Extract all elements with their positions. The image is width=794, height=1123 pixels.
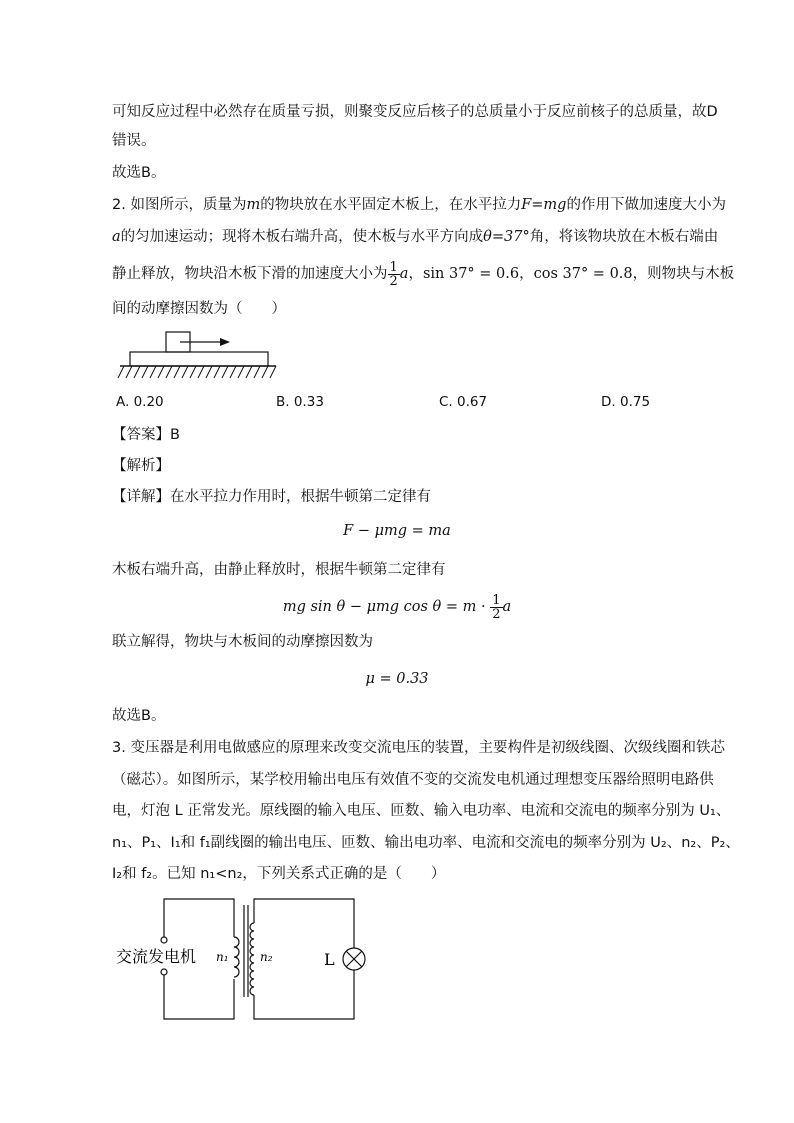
q2-conclusion: 故选B。 xyxy=(112,708,166,724)
sin-value: sin 37° = 0.6 xyxy=(422,266,520,282)
q2-stem-3b: ，则物块与木板 xyxy=(632,266,735,282)
option-d[interactable]: D. 0.75 xyxy=(601,394,651,410)
prev-text-line-2: 错误。 xyxy=(112,133,156,149)
equation-3: μ = 0.33 xyxy=(365,671,429,687)
fraction-half: $\frac{1}{2}$ xyxy=(389,259,398,289)
transformer-circuit-figure xyxy=(112,893,374,1025)
detail-label: 【详解】 xyxy=(112,489,170,505)
equation-2 xyxy=(0,592,794,622)
q2-stem-1a: 如图所示，质量为 xyxy=(130,197,247,213)
equation-2-fraction: $\frac{1}{2}$ xyxy=(492,592,501,622)
q3-line-3: 电，灯泡 L 正常发光。原线圈的输入电压、匝数、输入电功率、电流和交流电的频率分别为 U₁、 xyxy=(112,803,731,819)
q2-number: 2. xyxy=(112,197,126,213)
q2-stem-1b: 的物块放在水平固定木板上，在水平拉力 xyxy=(260,197,522,213)
prev-conclusion: 故选B。 xyxy=(112,165,166,181)
q2-stem-3a: 静止释放，物块沿木板下滑的加速度大小为 xyxy=(112,266,388,282)
answer-label: 【答案】B xyxy=(112,427,180,443)
secondary-wire xyxy=(254,899,354,948)
q2-stem-line-4: 间的动摩擦因数为（ ） xyxy=(112,301,286,317)
analysis-label: 【解析】 xyxy=(112,458,170,474)
option-c[interactable]: C. 0.67 xyxy=(439,394,488,410)
var-a-2: a xyxy=(399,266,409,282)
detail-text-1: 在水平拉力作用时，根据牛顿第二定律有 xyxy=(170,489,431,505)
board xyxy=(130,352,268,366)
detail-line-2: 木板右端升高，由静止释放时，根据牛顿第二定律有 xyxy=(112,562,446,578)
theta-equation: θ=37° xyxy=(483,229,530,245)
equation-2-left: mg sin θ − μmg cos θ = m · xyxy=(282,599,486,615)
q3-line-4: n₁、P₁、I₁和 f₁副线圈的输出电压、匝数、输出电功率、电流和交流电的频率分别为 U₂、n₂、P₂、 xyxy=(112,835,740,851)
q3-line-5: I₂和 f₂。已知 n₁<n₂，下列关系式正确的是（ ） xyxy=(112,866,446,882)
q2-stem-line-2 xyxy=(112,227,718,247)
arrow-head xyxy=(220,338,230,346)
primary-coil xyxy=(234,937,239,977)
detail-line-1 xyxy=(112,487,431,507)
secondary-wire-bottom xyxy=(254,970,354,1019)
q2-stem-line-1 xyxy=(112,195,726,215)
q2-stem-line-3: 静止释放，物块沿木板下滑的加速度大小为 $\frac{1}{2}$ a，sin 37° = 0.6，cos 37° = 0.8，则物块与木板 xyxy=(112,259,735,289)
q3-line-1: 3. 变压器是利用电做感应的原理来改变交流电压的装置，主要构件是初级线圈、次级线圈和铁芯 xyxy=(112,740,725,756)
var-m: m xyxy=(246,197,261,213)
generator-label: 交流发电机 xyxy=(116,947,197,966)
q2-stem-1c: 的作用下做加速度大小为 xyxy=(566,197,726,213)
option-b[interactable]: B. 0.33 xyxy=(276,394,324,410)
force-equation: F=mg xyxy=(521,197,567,213)
secondary-coil xyxy=(250,923,254,995)
prev-text-line-1: 可知反应过程中必然存在质量亏损，则聚变反应后核子的总质量小于反应前核子的总质量，故D xyxy=(112,104,718,120)
cos-value: cos 37° = 0.8 xyxy=(533,266,633,282)
q2-stem-2a: 的匀加速运动；现将木板右端升高，使木板与水平方向成 xyxy=(120,229,484,245)
n2-label: n₂ xyxy=(260,950,273,964)
q3-line-2: （磁芯）。如图所示，某学校用输出电压有效值不变的交流发电机通过理想变压器给照明电路供 xyxy=(112,772,714,788)
ground-hatching xyxy=(118,366,276,378)
equation-2-right: a xyxy=(502,599,512,615)
terminal-bottom xyxy=(161,969,167,975)
primary-wire-bottom xyxy=(164,975,234,1019)
terminal-top xyxy=(161,937,167,943)
lamp-label: L xyxy=(324,950,335,969)
n1-label: n₁ xyxy=(216,950,229,964)
primary-wire xyxy=(164,899,234,937)
var-a: a xyxy=(112,229,121,245)
option-a[interactable]: A. 0.20 xyxy=(116,394,164,410)
q2-stem-2b: 角，将该物块放在木板右端由 xyxy=(529,229,719,245)
block-on-board-figure xyxy=(116,328,280,380)
equation-1: F − μmg = ma xyxy=(343,523,451,539)
detail-line-3: 联立解得，物块与木板间的动摩擦因数为 xyxy=(112,634,373,650)
